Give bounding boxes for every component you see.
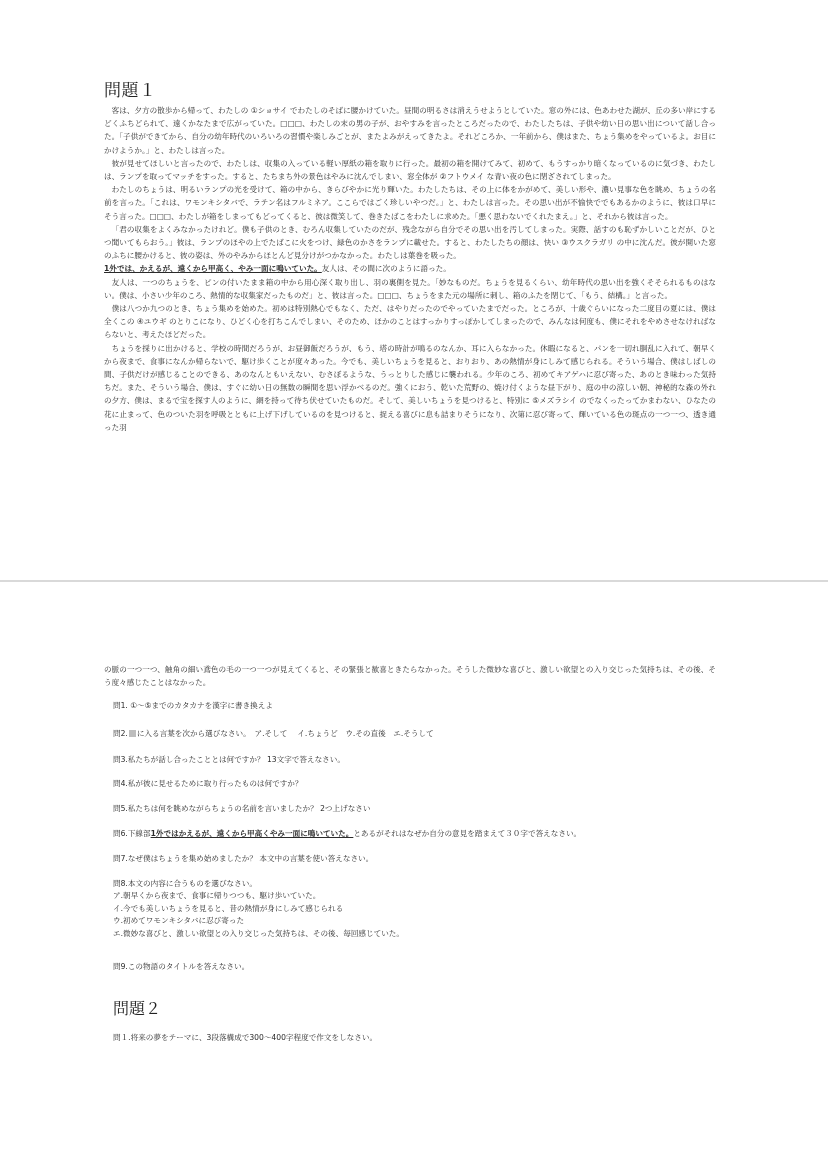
question-8: 問8.本文の内容に合うものを選びなさい。 ア.朝早くから夜まで、食事に帰りつつも、駆け歩いていた。 イ.今でも美しいちょうを見ると、昔の熱情が身にしみて感じられる ウ.初めてワモンキシタバに忍び寄った エ.微妙な喜びと、激しい欲望との入り交じった気持ちは、その後、毎回感じていた。 — [113, 878, 713, 940]
katakana-4: ④ユウギ — [136, 317, 167, 327]
option: エ.微妙な喜びと、激しい欲望との入り交じった気持ちは、その後、毎回感じていた。 — [113, 928, 404, 938]
paragraph: 1外では、かえるが、遠くから甲高く、やみ一面に鳴いていた。友人は、その間に次のように語った。 — [104, 264, 451, 274]
blank-box — [129, 730, 136, 737]
page-2 — [0, 582, 828, 1158]
paragraph: 友人は、一つのちょうを、ピンの付いたまま箱の中から用心深く取り出し、羽の裏側を見た。「妙なものだ。ちょうを見るくらい、幼年時代の思い出を強くそそられるものはない。僕は、小さい少年のころ、熱情的な収集家だったものだ」と、彼は言った。□□□、ちょうをまた元の場所に刺し、箱のふたを閉じて、「もう、結構。」と言った。 — [104, 277, 716, 300]
question-9: 問9.この物語のタイトルを答えなさい。 — [113, 962, 250, 971]
paragraph: 客は、夕方の散歩から帰って、わたしの ①ショサイ でわたしのそばに腰かけていた。昼間の明るさは消えうせようとしていた。窓の外には、色あわせた湖が、丘の多い岸にするどくふちどられて、遠くかなたまで広がっていた。□□□、わたしの末の男の子が、おやすみを言ったところだったので、わたしたちは、子供や幼い日の思い出について話し合った。「子供ができてから、自分の幼年時代のいろいろの習慣や楽しみごとが、またよみがえってきたよ。それどころか、一年前から、僕はまた、ちょう集めをやっているよ。お目にかけようか。」と、わたしは言った。 — [104, 106, 717, 155]
question-4: 問4.私が彼に見せるために取り行ったものは何ですか？ — [113, 779, 303, 788]
katakana-1: ①ショサイ — [250, 106, 288, 115]
underlined-sentence: 1外では、かえるが、遠くから甲高く、やみ一面に鳴いていた。 — [104, 264, 322, 274]
question-5: 問5.私たちは何を眺めながらちょうの名前を言いましたか？ 2つ上げなさい — [113, 804, 371, 813]
question-2: 問2. に入る言葉を次から選びなさい。 ア.そして イ.ちょうど ウ.その直後 エ.そうして — [113, 729, 434, 738]
paragraph: わたしのちょうは、明るいランプの光を受けて、箱の中から、きらびやかに光り輝いた。わたしたちは、その上に体をかがめて、美しい形や、濃い見事な色を眺め、ちょうの名前を言った。「これは、ワモンキシタバで、ラテン名はフルミネア。ここらではごく珍しいやつだ。」と、わたしは言った。その思い出が不愉快ででもあるかのように、彼は口早にそう言った。□□□、わたしが箱をしまってもどってくると、彼は微笑して、巻きたばこをわたしに求めた。「悪く思わないでくれたまえ。」と、それから彼は言った。 — [104, 185, 716, 221]
question-7: 問7.なぜ僕はちょうを集め始めましたか？ 本文中の言葉を使い答えなさい。 — [113, 854, 374, 863]
paragraph: 「君の収集をよくみなかったけれど。僕も子供のとき、むろん収集していたのだが、残念ながら自分でその思い出を汚してしまった。実際、話すのも恥ずかしいことだが、ひとつ聞いてもらおう。」彼は、ランプのほやの上でたばこに火をつけ、緑色のかさをランプに載せた。すると、わたしたちの顔は、快い ③ウスクラガリ の中に沈んだ。彼が開いた窓のふちに腰かけると、彼の姿は、外のやみからほとんど見分けがつかなかった。わたしは葉巻を吸った。 — [104, 224, 716, 261]
paragraph: 彼が見せてほしいと言ったので、わたしは、収集の入っている軽い厚紙の箱を取りに行った。最初の箱を開けてみて、初めて、もうすっかり暗くなっているのに気づき、わたしは、ランプを取ってマッチをすった。すると、たちまち外の景色はやみに沈んでしまい、窓全体が ②フトウメイ な青い夜の色に閉ざされてしまった。 — [104, 158, 716, 182]
underlined-reference: 1外ではかえるが、遠くから甲高くやみ一面に鳴いていた。 — [150, 829, 354, 838]
option: ア.朝早くから夜まで、食事に帰りつつも、駆け歩いていた。 — [113, 891, 321, 901]
option: ウ.初めてワモンキシタバに忍び寄った — [113, 916, 245, 926]
passage-continuation: の脈の一つ一つ、触角の細い鳶色の毛の一つ一つが見えてくると、その緊張と歓喜ときたらなかった。そうした微妙な喜びと、激しい欲望との入り交じった気持ちは、その後、そう度々感じたことはなかった。 — [104, 665, 716, 688]
section-2-title: 問題２ — [113, 999, 162, 1018]
katakana-2: ②フトウメイ — [439, 172, 485, 182]
paragraph: ちょうを採りに出かけると、学校の時間だろうが、お昼御飯だろうが、もう、塔の時計が鳴るのなんか、耳に入らなかった。休暇になると、パンを一切れ胴乱に入れて、朝早くから夜まで、食事になんか帰らないで、駆け歩くことが度々あった。今でも、美しいちょうを見ると、おりおり、あの熱情が身にしみて感じられる。そういう場合、僕はしばしの間、子供だけが感じることのできる、あのなんともいえない、むさぼるような、うっとりした感じに襲われる。少年のころ、初めてキアゲハに忍び寄った、あのとき味わった気持ちだ。また、そういう場合、僕は、すぐに幼い日の無数の瞬間を思い浮かべるのだ。強くにおう、乾いた荒野の、焼け付くような昼下がり、庭の中の涼しい朝、神秘的な森の外れの夕方、僕は、まるで宝を探す人のように、網を持って待ち伏せていたものだ。そして、美しいちょうを見つけると、特別に ⑤メズラシイ のでなくったってかまわない、ひなたの花に止まって、色のついた羽を呼吸とともに上げ下げしているのを見つけると、捉える喜びに息も詰まりそうになり、次第に忍び寄って、輝いている色の斑点の一つ一つ、透き通った羽 — [104, 343, 716, 432]
section-2-question-1: 問１.将来の夢をテーマに、3段落構成で300〜400字程度で作文をしなさい。 — [113, 1033, 378, 1042]
katakana-3: ③ウスクラガリ — [561, 238, 615, 248]
katakana-5: ⑤メズラシイ — [532, 396, 577, 406]
question-3: 問3.私たちが話し合ったこととは何ですか？ 13文字で答えなさい。 — [113, 755, 345, 764]
paragraph: 僕は八つか九つのとき、ちょう集めを始めた。初めは特別熱心でもなく、ただ、はやりだったのでやっていたまでだった。ところが、十歳ぐらいになった二度目の夏には、僕は全くこの ④ユウギ のとりこになり、ひどく心を打ちこんでしまい、そのため、ほかのことはすっかりすっぽかしてしまったので、みんなは何度も、僕にそれをやめさせなければならないと、考えたほどだった。 — [104, 304, 716, 340]
section-1-title: 問題１ — [104, 81, 157, 101]
option: イ.今でも美しいちょうを見ると、昔の熱情が身にしみて感じられる — [113, 903, 344, 913]
question-1: 問1. ①〜⑤までのカタカナを漢字に書き換えよ — [113, 701, 273, 710]
question-6: 問6.下線部1外ではかえるが、遠くから甲高くやみ一面に鳴いていた。とあるがそれはなぜか自分の意見を踏まえて３０字で答えなさい。 — [113, 829, 582, 838]
passage — [104, 104, 716, 434]
